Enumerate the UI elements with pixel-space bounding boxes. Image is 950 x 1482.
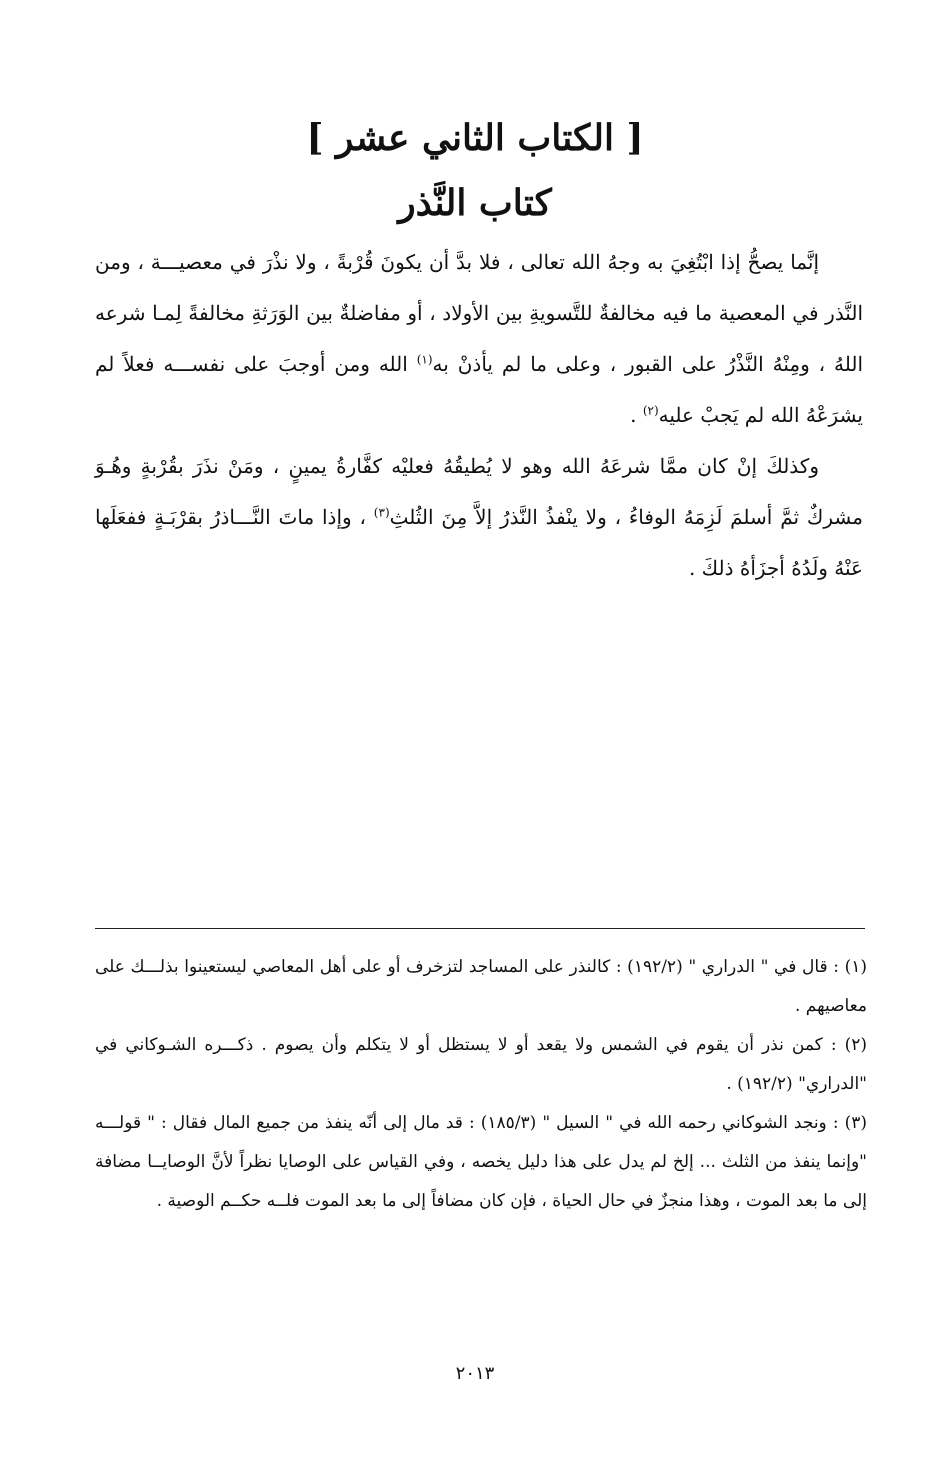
footnote — [95, 1026, 867, 1104]
footnote-reference: (٢) — [642, 403, 659, 418]
body-paragraph — [95, 441, 863, 594]
footnote-text: قال في " الدراري " (١٩٢/٢) : كالنذر على المساجد لتزخرف أو على أهل المعاصي ليستعينوا بذلـــك على معاصيهم . — [95, 957, 867, 1016]
footnote — [95, 1104, 867, 1221]
footnote-reference: (١) — [416, 352, 433, 367]
footnote-text: ونجد الشوكاني رحمه الله في " السيل " (١٨٥/٣) : قد مال إلى أنّه ينفذ من جميع المال فقال : " قولـــه "وإنما ينفذ من الثلث ... إلخ لم يدل على هذا دليل يخصه ، وفي القياس على الوصايا نظراً لأنَّ الوصايــا مضافة إلى ما بعد الموت ، وهذا منجزٌ في حال الحياة ، فإن كان مضافاً إلى ما بعد الموت فلــه حكــم الوصية . — [95, 1113, 867, 1211]
footnote-reference: (٣) — [373, 505, 390, 520]
footnote-marker: (٣) : — [832, 1113, 868, 1133]
page-number: ٢٠١٣ — [455, 1363, 495, 1384]
paragraph-text: إنَّما يصحُّ إذا ابْتُغِيَ به وجهُ الله تعالى ، فلا بدَّ أن يكونَ قُرْبةً ، ولا نذْرَ في معصيـــة ، ومن النَّذر في المعصية ما فيه مخالفةٌ للتَّسويةِ بين الأولاد ، أو مفاضلةٌ بين الوَرَثةِ مخالفةً لِمـا شرعه اللهُ ، ومِنْهُ النَّذْرُ على القبور ، وعلى ما لم يأذنْ به — [95, 250, 863, 376]
footnotes-section — [95, 948, 867, 1221]
footnote-marker: (١) : — [833, 957, 868, 977]
book-title: [ الكتاب الثاني عشر ] — [306, 117, 644, 159]
chapter-title: كتاب النَّذر — [398, 182, 552, 224]
body-paragraph — [95, 237, 863, 441]
paragraph-text: ، وإذا ماتَ النَّـــاذرُ بقرْبَـةٍ ففعَلَها عَنْهُ ولَدُهُ أجزَأهُ ذلكَ . — [95, 505, 863, 580]
footnote-text: كمن نذر أن يقوم في الشمس ولا يقعد أو لا يستظل أو لا يتكلم وأن يصوم . ذكـــره الشـوكاني في "الدراري" (١٩٢/٢) . — [95, 1035, 867, 1094]
paragraph-text: الله ومن أوجبَ على نفســـه فعلاً لم يشرَعْهُ الله لم يَجبْ عليه — [95, 352, 863, 427]
footnote-marker: (٢) : — [830, 1035, 867, 1055]
paragraph-text: وكذلكَ إنْ كان ممَّا شرعَهُ الله وهو لا يُطيقُهُ فعليْه كفَّارةُ يمينٍ ، ومَنْ نذَرَ بقُرْبةٍ وهُـوَ مشركٌ ثمَّ أسلمَ لَزِمَهُ الوفاءُ ، ولا ينْفذُ النَّذرُ إلاَّ مِنَ الثُلثِ — [95, 454, 863, 529]
footnote-divider — [95, 928, 865, 929]
footnote — [95, 948, 867, 1026]
body-text — [95, 237, 863, 594]
paragraph-text: . — [630, 403, 643, 427]
